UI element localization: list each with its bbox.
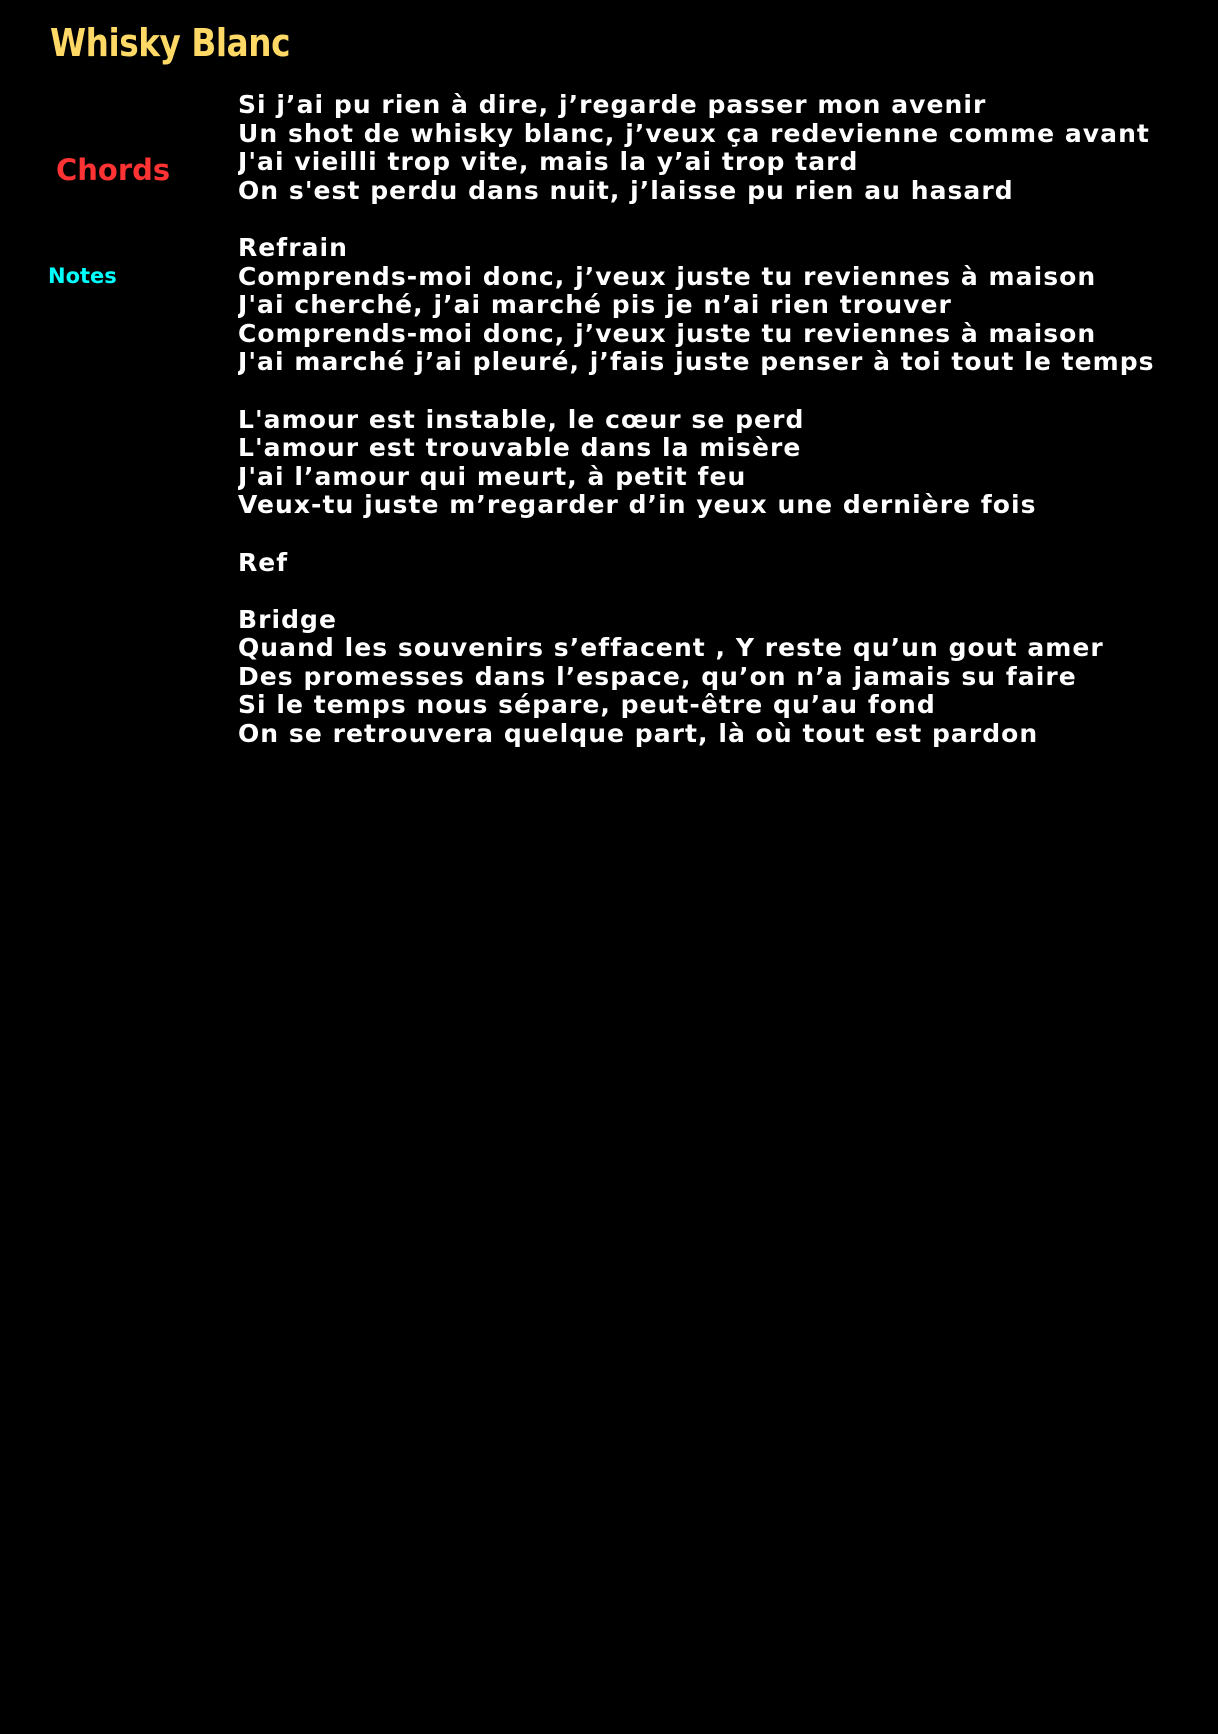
lyric-line: J'ai vieilli trop vite, mais la y’ai trop tard (238, 148, 859, 177)
lyric-line: Des promesses dans l’espace, qu’on n’a jamais su faire (238, 662, 1077, 691)
lyric-line: Bridge (238, 605, 338, 634)
lyric-blank-line (238, 577, 1213, 606)
lyric-line: Veux-tu juste m’regarder d’in yeux une dernière fois (238, 491, 1037, 520)
lyrics-block (238, 91, 1213, 749)
notes-link[interactable]: Notes (48, 264, 117, 288)
lyric-line: Un shot de whisky blanc, j’veux ça redevienne comme avant (238, 119, 1150, 148)
lyric-blank-line (238, 377, 1213, 406)
lyric-blank-line (238, 520, 1213, 549)
lyric-line: L'amour est trouvable dans la misère (238, 434, 802, 463)
lyric-line: Comprends-moi donc, j’veux juste tu reviennes à maison (238, 262, 1097, 291)
lyric-line: Refrain (238, 233, 348, 262)
lyric-blank-line (238, 205, 1213, 234)
lyric-line: L'amour est instable, le cœur se perd (238, 405, 805, 434)
lyric-line: Ref (238, 548, 289, 577)
lyric-line: J'ai l’amour qui meurt, à petit feu (238, 462, 747, 491)
chords-link[interactable]: Chords (56, 153, 171, 187)
lyric-line: On se retrouvera quelque part, là où tout est pardon (238, 720, 1039, 749)
lyric-line: Comprends-moi donc, j’veux juste tu reviennes à maison (238, 319, 1097, 348)
lyric-line: Si le temps nous sépare, peut-être qu’au fond (238, 691, 936, 720)
lyric-line: J'ai marché j’ai pleuré, j’fais juste penser à toi tout le temps (238, 348, 1155, 377)
lyric-line: J'ai cherché, j’ai marché pis je n’ai rien trouver (238, 291, 952, 320)
lyric-line: Si j’ai pu rien à dire, j’regarde passer mon avenir (238, 91, 987, 119)
lyric-line: On s'est perdu dans nuit, j’laisse pu rien au hasard (238, 176, 1014, 205)
song-title: Whisky Blanc (50, 21, 291, 65)
lyric-line: Quand les souvenirs s’effacent , Y reste qu’un gout amer (238, 634, 1104, 663)
